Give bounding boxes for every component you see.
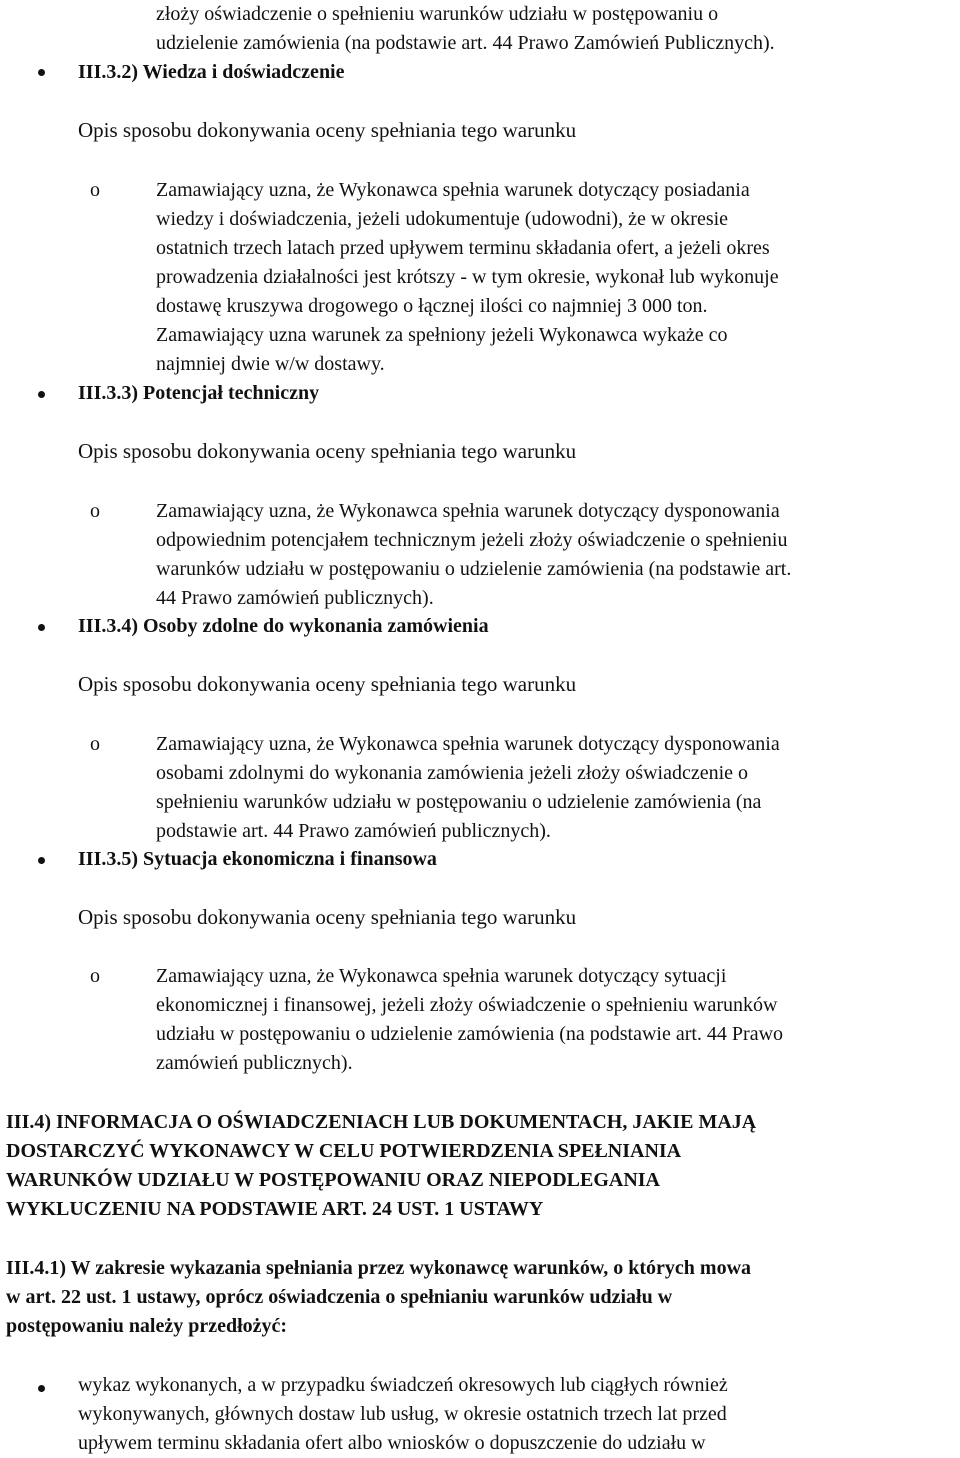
- text-line: wykonywanych, głównych dostaw lub usług, w okresie ostatnich trzech lat przed: [78, 1403, 727, 1425]
- bullet-paragraph: [78, 1371, 938, 1458]
- section-heading-4: [6, 1108, 956, 1224]
- text-line: wykaz wykonanych, a w przypadku świadczeń okresowych lub ciągłych również: [78, 1374, 728, 1396]
- text-line: najmniej dwie w/w dostawy.: [156, 353, 385, 375]
- section-title-3-5: III.3.5) Sytuacja ekonomiczna i finansowa: [78, 848, 437, 870]
- text-line: upływem terminu składania ofert albo wniosków o dopuszczenie do udziału w: [78, 1432, 706, 1454]
- text-line: Zamawiający uzna, że Wykonawca spełnia warunek dotyczący sytuacji: [156, 965, 727, 987]
- paragraph-3-5: [156, 962, 946, 1078]
- text-line: Zamawiający uzna, że Wykonawca spełnia warunek dotyczący posiadania: [156, 179, 750, 201]
- text-line: odpowiednim potencjałem technicznym jeżeli złoży oświadczenie o spełnieniu: [156, 529, 788, 551]
- list-marker-o: o: [90, 179, 100, 201]
- method-heading-3-2: Opis sposobu dokonywania oceny spełniania tego warunku: [78, 118, 577, 142]
- text-line: Zamawiający uzna, że Wykonawca spełnia warunek dotyczący dysponowania: [156, 733, 780, 755]
- bullet-dot-icon: [38, 857, 45, 864]
- text-line: udzielenie zamówienia (na podstawie art. 44 Prawo Zamówień Publicznych).: [156, 32, 775, 54]
- method-heading-3-5: Opis sposobu dokonywania oceny spełniania tego warunku: [78, 905, 577, 929]
- text-line: ekonomicznej i finansowej, jeżeli złoży oświadczenie o spełnieniu warunków: [156, 994, 778, 1016]
- text-line: wiedzy i doświadczenia, jeżeli udokumentuje (udowodni), że w okresie: [156, 208, 729, 230]
- text-line: osobami zdolnymi do wykonania zamówienia jeżeli złoży oświadczenie o: [156, 762, 749, 784]
- text-line: Zamawiający uzna, że Wykonawca spełnia warunek dotyczący dysponowania: [156, 500, 780, 522]
- text-line: podstawie art. 44 Prawo zamówień publicznych).: [156, 820, 551, 842]
- method-heading-3-4: Opis sposobu dokonywania oceny spełniania tego warunku: [78, 672, 577, 696]
- paragraph-3-3: [156, 497, 946, 613]
- text-line: postępowaniu należy przedłożyć:: [6, 1315, 288, 1337]
- text-line: warunków udziału w postępowaniu o udzielenie zamówienia (na podstawie art.: [156, 558, 792, 580]
- text-line: w art. 22 ust. 1 ustawy, oprócz oświadczenia o spełnianiu warunków udziału w: [6, 1286, 673, 1308]
- text-line: III.4.1) W zakresie wykazania spełniania przez wykonawcę warunków, o których mowa: [6, 1257, 752, 1279]
- method-heading-3-3: Opis sposobu dokonywania oceny spełniania tego warunku: [78, 439, 577, 463]
- list-marker-o: o: [90, 500, 100, 522]
- bullet-dot-icon: [38, 624, 45, 631]
- text-line: złoży oświadczenie o spełnieniu warunków udziału w postępowaniu o: [156, 3, 719, 25]
- section-title-3-2: III.3.2) Wiedza i doświadczenie: [78, 61, 345, 83]
- section-title-3-4: III.3.4) Osoby zdolne do wykonania zamówienia: [78, 615, 489, 637]
- text-line: prowadzenia działalności jest krótszy - w tym okresie, wykonał lub wykonuje: [156, 266, 779, 288]
- list-marker-o: o: [90, 965, 100, 987]
- section-heading-4-1: [6, 1254, 956, 1341]
- bullet-dot-icon: [38, 69, 45, 76]
- text-line: spełnieniu warunków udziału w postępowaniu o udzielenie zamówienia (na: [156, 791, 762, 813]
- text-line: 44 Prawo zamówień publicznych).: [156, 587, 434, 609]
- text-line: dostawę kruszywa drogowego o łącznej ilości co najmniej 3 000 ton.: [156, 295, 708, 317]
- bullet-dot-icon: [38, 1385, 45, 1392]
- text-line: WYKLUCZENIU NA PODSTAWIE ART. 24 UST. 1 USTAWY: [6, 1198, 544, 1220]
- text-line: WARUNKÓW UDZIAŁU W POSTĘPOWANIU ORAZ NIEPODLEGANIA: [6, 1169, 660, 1191]
- section-title-3-3: III.3.3) Potencjał techniczny: [78, 382, 320, 404]
- text-line: Zamawiający uzna warunek za spełniony jeżeli Wykonawca wykaże co: [156, 324, 728, 346]
- text-line: DOSTARCZYĆ WYKONAWCY W CELU POTWIERDZENIA SPEŁNIANIA: [6, 1140, 682, 1162]
- bullet-dot-icon: [38, 391, 45, 398]
- text-line: udziału w postępowaniu o udzielenie zamówienia (na podstawie art. 44 Prawo: [156, 1023, 784, 1045]
- text-line: III.4) INFORMACJA O OŚWIADCZENIACH LUB DOKUMENTACH, JAKIE MAJĄ: [6, 1111, 757, 1133]
- paragraph-3-4: [156, 730, 946, 846]
- text-line: zamówień publicznych).: [156, 1052, 353, 1074]
- continuation-text: [156, 0, 936, 58]
- text-line: ostatnich trzech latach przed upływem terminu składania ofert, a jeżeli okres: [156, 237, 770, 259]
- list-marker-o: o: [90, 733, 100, 755]
- paragraph-3-2: [156, 176, 946, 379]
